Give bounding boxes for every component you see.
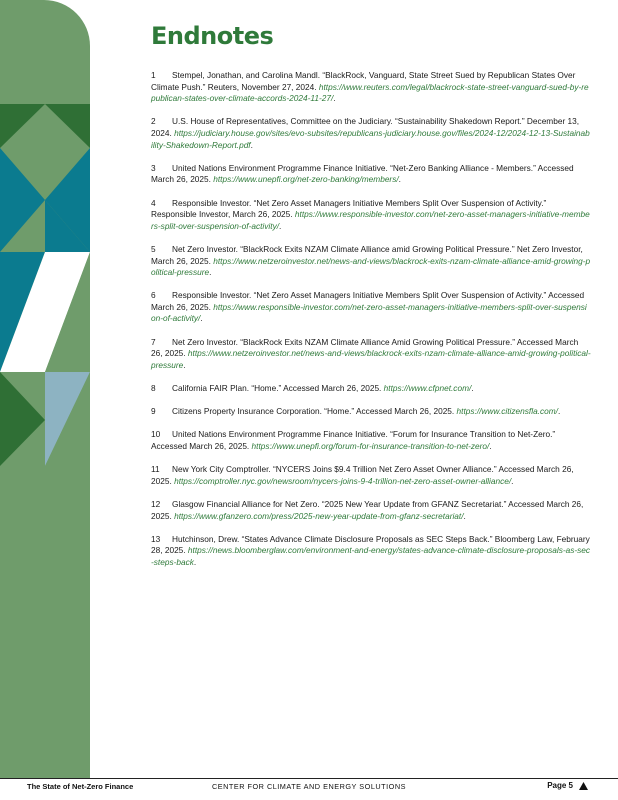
endnote-number: 7: [151, 336, 156, 347]
endnote-citation: Responsible Investor. “Net Zero Asset Managers Initiative Members Split Over Suspension of Activity.” Accessed March 26, 2025.: [151, 290, 585, 312]
endnote-number: 1: [151, 70, 156, 80]
endnote-link[interactable]: https://www.unepfi.org/forum-for-insurance-transition-to-net-zero/: [251, 441, 490, 451]
endnote-period: .: [193, 556, 197, 567]
endnote-number: 2: [151, 116, 156, 127]
endnote-citation: U.S. House of Representatives, Committee on the Judiciary. “Sustainability Shakedown Report.” December 13, 2024.: [151, 116, 580, 138]
endnote-citation: Responsible Investor. “Net Zero Asset Managers Initiative Members Split Over Suspension of Activity.” Responsible Investor, March 26, 2025.: [151, 197, 547, 220]
endnote-number: 5: [151, 243, 156, 254]
endnote-item: [151, 198, 591, 233]
endnote-link[interactable]: https://www.unepfi.org/net-zero-banking/members/: [213, 174, 399, 185]
endnote-item: [151, 499, 591, 522]
footer-report-title: The State of Net-Zero Finance: [27, 782, 134, 791]
endnote-item: [151, 290, 591, 325]
endnote-period: .: [279, 220, 282, 231]
endnote-citation: Glasgow Financial Alliance for Net Zero. “2025 New Year Update from GFANZ Secretariat.” Accessed March 26, 2025.: [151, 498, 584, 521]
endnote-item: [151, 429, 591, 452]
endnote-link[interactable]: https://www.netzeroinvestor.net/news-and-views/blackrock-exits-nzam-climate-alliance-amid-growing-political-pressure: [151, 255, 591, 278]
decorative-side-band: [0, 0, 90, 778]
endnote-link[interactable]: https://news.bloomberglaw.com/environment-and-energy/states-advance-climate-disclosure-proposals-as-sec-steps-back: [151, 545, 591, 567]
endnote-item: [151, 244, 591, 279]
endnote-item: [151, 464, 591, 487]
endnotes-list: [151, 70, 591, 569]
endnote-item: [151, 383, 591, 395]
endnote-period: .: [557, 406, 561, 417]
endnote-period: .: [398, 174, 401, 185]
endnote-number: 4: [151, 197, 156, 208]
endnote-number: 9: [151, 406, 156, 417]
endnote-citation: United Nations Environment Programme Finance Initiative. “Forum for Insurance Transition to Net-Zero.” Accessed March 26, 2025.: [151, 429, 556, 451]
endnote-item: [151, 163, 591, 186]
endnote-citation: Stempel, Jonathan, and Carolina Mandl. “BlackRock, Vanguard, State Street Sued by Republican States Over Climate Push.” Reuters, November 27, 2024.: [151, 70, 576, 92]
endnote-citation: United Nations Environment Programme Finance Initiative. “Net-Zero Banking Alliance - Members.” Accessed March 26, 2025.: [151, 162, 574, 185]
endnote-period: .: [200, 313, 203, 324]
endnote-item: [151, 406, 591, 418]
endnote-citation: New York City Comptroller. “NYCERS Joins $9.4 Trillion Net Zero Asset Owner Alliance.” Accessed March 26, 2025.: [151, 464, 574, 486]
endnote-link[interactable]: https://www.citizensfla.com/: [456, 406, 558, 417]
endnote-period: .: [489, 441, 492, 451]
endnote-citation: Net Zero Investor. “BlackRock Exits NZAM Climate Alliance amid Growing Political Pressure.” Net Zero Investor, March 26, 2025.: [151, 243, 583, 266]
footer-organization: CENTER FOR CLIMATE AND ENERGY SOLUTIONS: [212, 782, 406, 791]
endnote-number: 8: [151, 383, 156, 394]
endnote-period: .: [463, 510, 466, 521]
endnote-period: .: [209, 267, 212, 278]
endnote-link[interactable]: https://www.responsible-investor.com/net-zero-asset-managers-initiative-members-split-over-suspension-of-activity/: [151, 301, 587, 324]
endnote-citation: Net Zero Investor. “BlackRock Exits NZAM Climate Alliance Amid Growing Political Pressure.” Accessed March 26, 2025.: [151, 336, 579, 359]
endnote-link[interactable]: https://www.reuters.com/legal/blackrock-state-street-vanguard-sued-by-republican-states-over-climate-accords-2024-11-27/: [151, 81, 589, 104]
geometric-pattern: [0, 0, 90, 778]
endnote-item: [151, 337, 591, 372]
endnote-number: 3: [151, 162, 156, 173]
endnote-link[interactable]: https://judiciary.house.gov/sites/evo-subsites/republicans-judiciary.house.gov/files/2024-12/2024-12-13-Sustainability-Shakedown-Report.pdf: [151, 127, 590, 150]
footer-divider: [0, 778, 618, 779]
endnote-period: .: [333, 93, 336, 104]
endnote-number: 12: [151, 498, 161, 509]
endnote-link[interactable]: https://www.responsible-investor.com/net-zero-asset-managers-initiative-members-split-over-suspension-of-activity/: [151, 209, 590, 231]
endnote-period: .: [511, 475, 514, 486]
page-title: Endnotes: [151, 22, 274, 50]
endnote-number: 6: [151, 290, 156, 301]
page-number: Page 5: [547, 781, 573, 790]
triangle-up-icon[interactable]: [579, 782, 588, 790]
endnote-citation: California FAIR Plan. “Home.” Accessed March 26, 2025.: [172, 383, 384, 394]
endnote-period: .: [250, 139, 253, 150]
endnote-number: 11: [151, 464, 160, 475]
endnote-period: .: [471, 383, 474, 394]
endnote-item: [151, 534, 591, 569]
footer-page-info: [547, 781, 588, 790]
endnote-number: 10: [151, 429, 161, 440]
endnote-period: .: [183, 359, 186, 370]
endnote-link[interactable]: https://www.cfpnet.com/: [383, 383, 472, 394]
endnote-item: [151, 70, 591, 105]
endnote-citation: Hutchinson, Drew. “States Advance Climate Disclosure Proposals as SEC Steps Back.” Bloomberg Law, February 28, 2025.: [151, 533, 590, 556]
endnote-item: [151, 116, 591, 151]
endnote-citation: Citizens Property Insurance Corporation. “Home.” Accessed March 26, 2025.: [172, 406, 457, 417]
endnote-link[interactable]: https://comptroller.nyc.gov/newsroom/nycers-joins-9-4-trillion-net-zero-asset-owner-alliance/: [174, 475, 512, 486]
endnote-link[interactable]: https://www.gfanzero.com/press/2025-new-year-update-from-gfanz-secretariat/: [174, 510, 464, 521]
endnote-link[interactable]: https://www.netzeroinvestor.net/news-and-views/blackrock-exits-nzam-climate-alliance-amid-growing-political-pressure: [151, 348, 591, 370]
endnote-number: 13: [151, 533, 161, 544]
